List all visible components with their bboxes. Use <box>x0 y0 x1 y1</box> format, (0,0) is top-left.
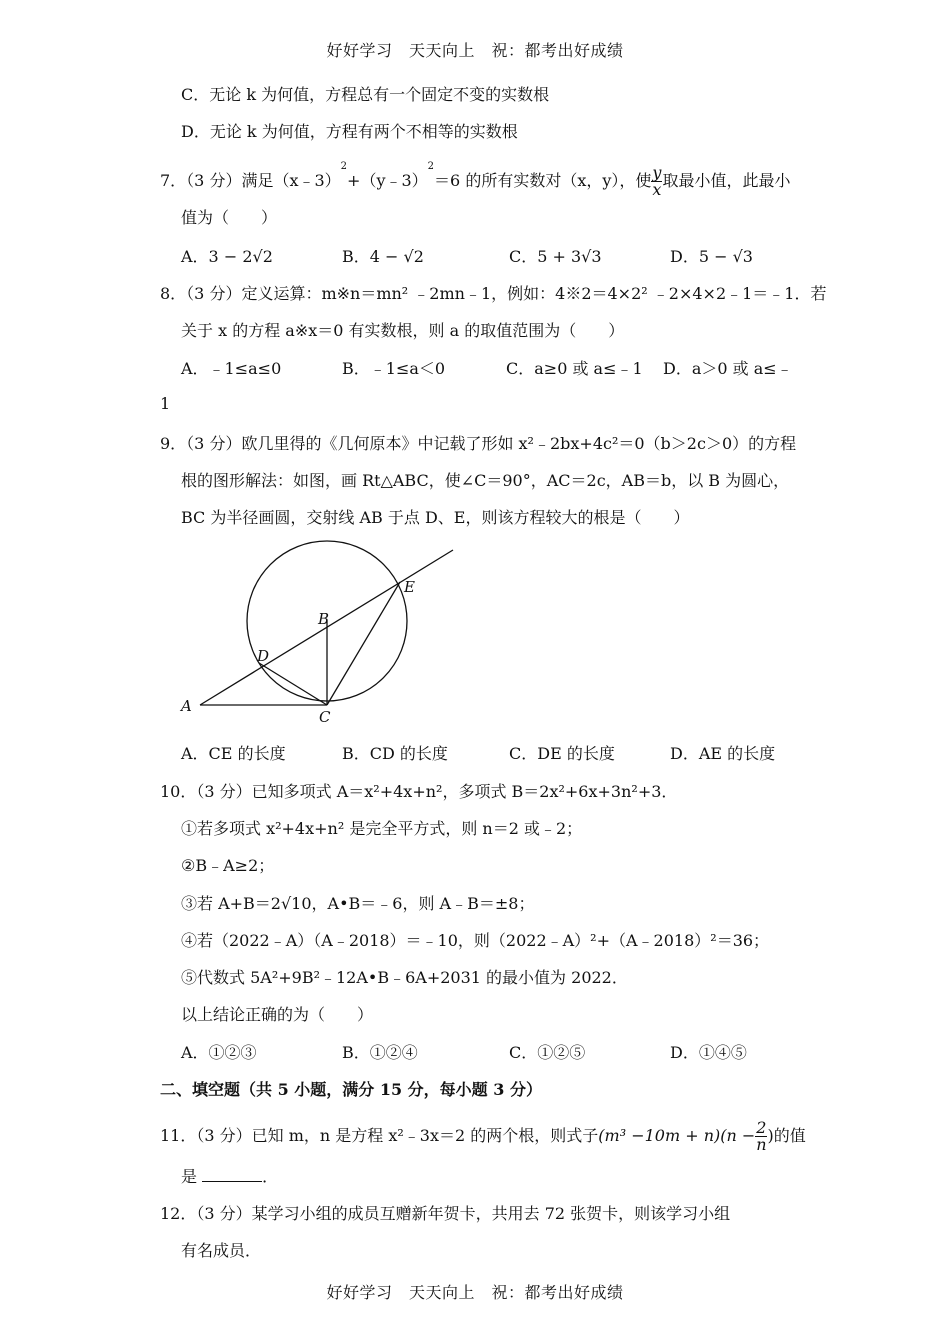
q7-text-b: +（y﹣3） <box>347 171 428 190</box>
q7-exp-2: 2 <box>427 161 435 172</box>
q7-option-a: A．3 − 2√2 <box>181 247 273 266</box>
q9-geometry-figure <box>170 540 470 730</box>
q10-option-a: A．①②③ <box>181 1043 257 1062</box>
label-d: D <box>257 647 270 665</box>
segment-ce <box>327 582 400 705</box>
q11-answer-blank[interactable] <box>202 1167 262 1182</box>
q6-option-d: D．无论 k 为何值，方程有两个不相等的实数根 <box>181 122 518 141</box>
q9-option-d: D．AE 的长度 <box>670 744 776 763</box>
q8-option-d: D．a＞0 或 a≤﹣ <box>663 359 793 378</box>
segment-dc <box>259 663 327 705</box>
q7-text-c: ＝6 的所有实数对（x，y），使 <box>434 171 652 190</box>
q9-option-c: C．DE 的长度 <box>509 744 615 763</box>
q10-statement-5: ⑤代数式 5A²+9B²﹣12A•B﹣6A+2031 的最小值为 2022． <box>181 968 628 987</box>
q10-statement-1: ①若多项式 x²+4x+n² 是完全平方式，则 n＝2 或﹣2； <box>181 819 583 838</box>
q7-option-b: B．4 − √2 <box>342 247 424 266</box>
q7-option-c: C．5 + 3√3 <box>509 247 602 266</box>
q7-fraction: $\frac{y}{x}$ <box>652 163 662 199</box>
q10-stem: 10．（3 分）已知多项式 A＝x²+4x+n²，多项式 B＝2x²+6x+3n²+3． <box>160 782 678 801</box>
label-a: A <box>181 697 192 715</box>
q10-option-c: C．①②⑤ <box>509 1043 586 1062</box>
q8-stem-line2: 关于 x 的方程 a※x＝0 有实数根，则 a 的取值范围为（ ） <box>181 321 625 340</box>
q11-text-b: 的值 <box>773 1126 806 1145</box>
q8-stem-line1: 8．（3 分）定义运算：m※n＝mn² ﹣2mn﹣1，例如：4※2＝4×2² ﹣2×4×2﹣1＝﹣1．若 <box>160 284 827 303</box>
q8-option-c: C．a≥0 或 a≤﹣1 <box>506 359 643 378</box>
q8-option-d-wrap: 1 <box>160 394 171 413</box>
q7-stem-line1 <box>160 161 791 199</box>
q10-statement-4: ④若（2022﹣A）（A﹣2018）＝﹣10，则（2022﹣A）²+（A﹣2018）²＝36； <box>181 931 770 950</box>
q10-statement-3: ③若 A+B＝2√10，A•B＝﹣6，则 A﹣B＝±8； <box>181 894 535 913</box>
q6-option-c: C．无论 k 为何值，方程总有一个固定不变的实数根 <box>181 85 550 104</box>
q9-option-a: A．CE 的长度 <box>181 744 286 763</box>
q7-stem-line2: 值为（ ） <box>181 208 278 227</box>
q11-fraction: $\frac{2}{n}$ <box>756 1118 767 1154</box>
label-b: B <box>318 610 330 628</box>
q12-stem-line2: 有名成员． <box>181 1241 262 1260</box>
q11-text-a: 11．（3 分）已知 m，n 是方程 x²﹣3x＝2 的两个根，则式子 <box>160 1126 599 1145</box>
q10-option-d: D．①④⑤ <box>670 1043 747 1062</box>
section-2-heading: 二、填空题（共 5 小题，满分 15 分，每小题 3 分） <box>160 1080 542 1099</box>
q9-option-b: B．CD 的长度 <box>342 744 448 763</box>
q9-stem-line2: 根的图形解法：如图，画 Rt△ABC，使∠C＝90°，AC＝2c，AB＝b，以 B 为圆心， <box>181 471 790 490</box>
q7-text-d: 取最小值，此最小 <box>662 171 791 190</box>
page-footer: 好好学习 天天向上 祝：都考出好成绩 <box>326 1283 624 1302</box>
q9-stem-line1: 9．（3 分）欧几里得的《几何原本》中记载了形如 x²﹣2bx+4c²＝0（b＞2c＞0）的方程 <box>160 434 797 453</box>
q10-option-b: B．①②④ <box>342 1043 418 1062</box>
q10-conclusion: 以上结论正确的为（ ） <box>181 1005 374 1024</box>
q7-text-a: 7．（3 分）满足（x﹣3） <box>160 171 341 190</box>
page-header: 好好学习 天天向上 祝：都考出好成绩 <box>326 41 624 60</box>
q11-stem-line2: 是 ． <box>181 1167 279 1186</box>
q7-option-d: D．5 − √3 <box>670 247 753 266</box>
q10-statement-2: ②B﹣A≥2； <box>181 856 275 875</box>
q8-option-a: A．﹣1≤a≤0 <box>181 359 282 378</box>
q11-expression: (m³ −10m + n)(n − $\frac{2}{n}$ ) <box>598 1118 774 1154</box>
q9-stem-line3: BC 为半径画圆，交射线 AB 于点 D、E，则该方程较大的根是（ ） <box>181 508 690 527</box>
q12-stem-line1: 12．（3 分）某学习小组的成员互赠新年贺卡，共用去 72 张贺卡，则该学习小组 <box>160 1204 731 1223</box>
label-e: E <box>404 578 415 596</box>
q7-exp-1: 2 <box>340 161 348 172</box>
label-c: C <box>319 708 331 726</box>
q11-stem-line1 <box>160 1120 806 1153</box>
q8-option-b: B．﹣1≤a＜0 <box>342 359 446 378</box>
